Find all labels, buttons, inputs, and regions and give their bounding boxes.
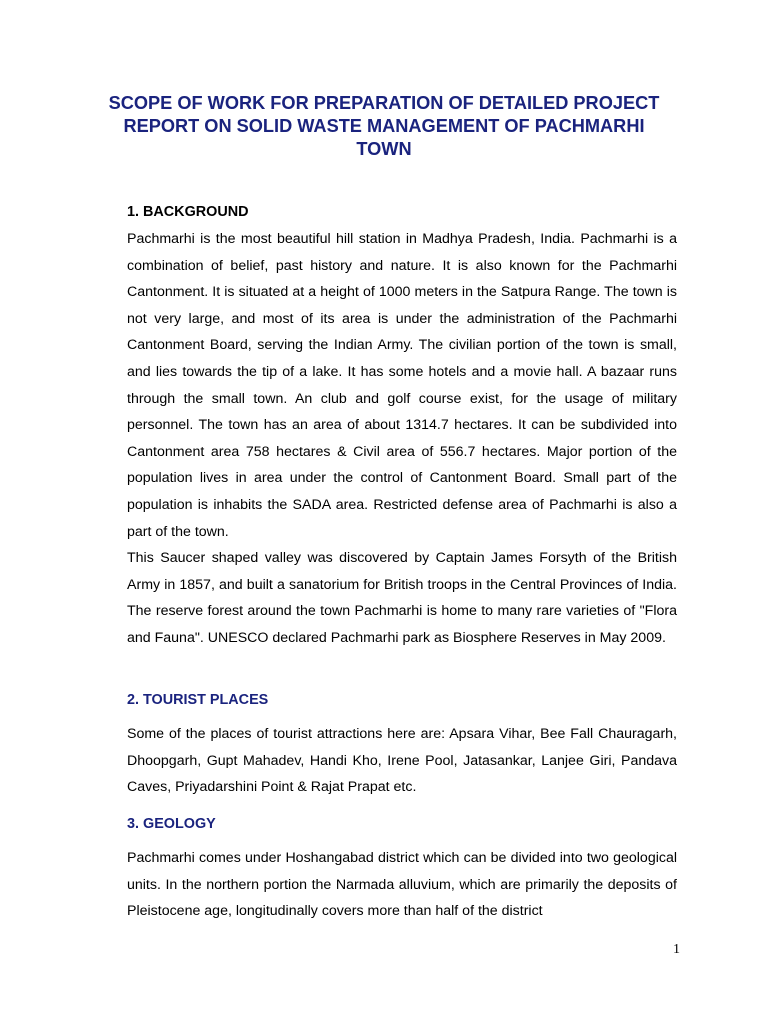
page-number: 1 [673,942,680,957]
section-heading-tourist-places: 2. TOURIST PLACES [127,692,269,708]
tourist-places-paragraph: Some of the places of tourist attractions here are: Apsara Vihar, Bee Fall Chauragarh, Dhoopgarh, Gupt Mahadev, Handi Kho, Irene Pool, Jatasankar, Lanjee Giri, Pandava Caves, Priyadarshini Point & Rajat Prapat etc. [127,726,677,796]
geology-paragraph: Pachmarhi comes under Hoshangabad district which can be divided into two geological units. In the northern portion the Narmada alluvium, which are primarily the deposits of Pleistocene age, longitudinally covers more than half of the district [127,850,677,920]
background-paragraph-1: Pachmarhi is the most beautiful hill station in Madhya Pradesh, India. Pachmarhi is a combination of belief, past history and nature. It is also known for the Pachmarhi Cantonment. It is situated at a height of 1000 meters in the Satpura Range. The town is not very large, and most of its area is under the administration of the Pachmarhi Cantonment Board, serving the Indian Army. The civilian portion of the town is small, and lies towards the tip of a lake. It has some hotels and a movie hall. A bazaar runs through the small town. An club and golf course exist, for the usage of military personnel. The town has an area of about 1314.7 hectares. It can be subdivided into Cantonment area 758 hectares & Civil area of 556.7 hectares. Major portion of the population lives in area under the control of Cantonment Board. Small part of the population is inhabits the SADA area. Restricted defense area of Pachmarhi is also a part of the town. [127,231,677,540]
section-heading-geology: 3. GEOLOGY [127,816,216,832]
background-paragraph-2: This Saucer shaped valley was discovered by Captain James Forsyth of the British Army in 1857, and built a sanatorium for British troops in the Central Provinces of India. The reserve forest around the town Pachmarhi is home to many rare varieties of "Flora and Fauna". UNESCO declared Pachmarhi park as Biosphere Reserves in May 2009. [127,550,677,646]
document-title: SCOPE OF WORK FOR PREPARATION OF DETAILED PROJECT REPORT ON SOLID WASTE MANAGEMENT OF PACHMARHI TOWN [108,93,660,159]
section-heading-background: 1. BACKGROUND [127,204,249,220]
